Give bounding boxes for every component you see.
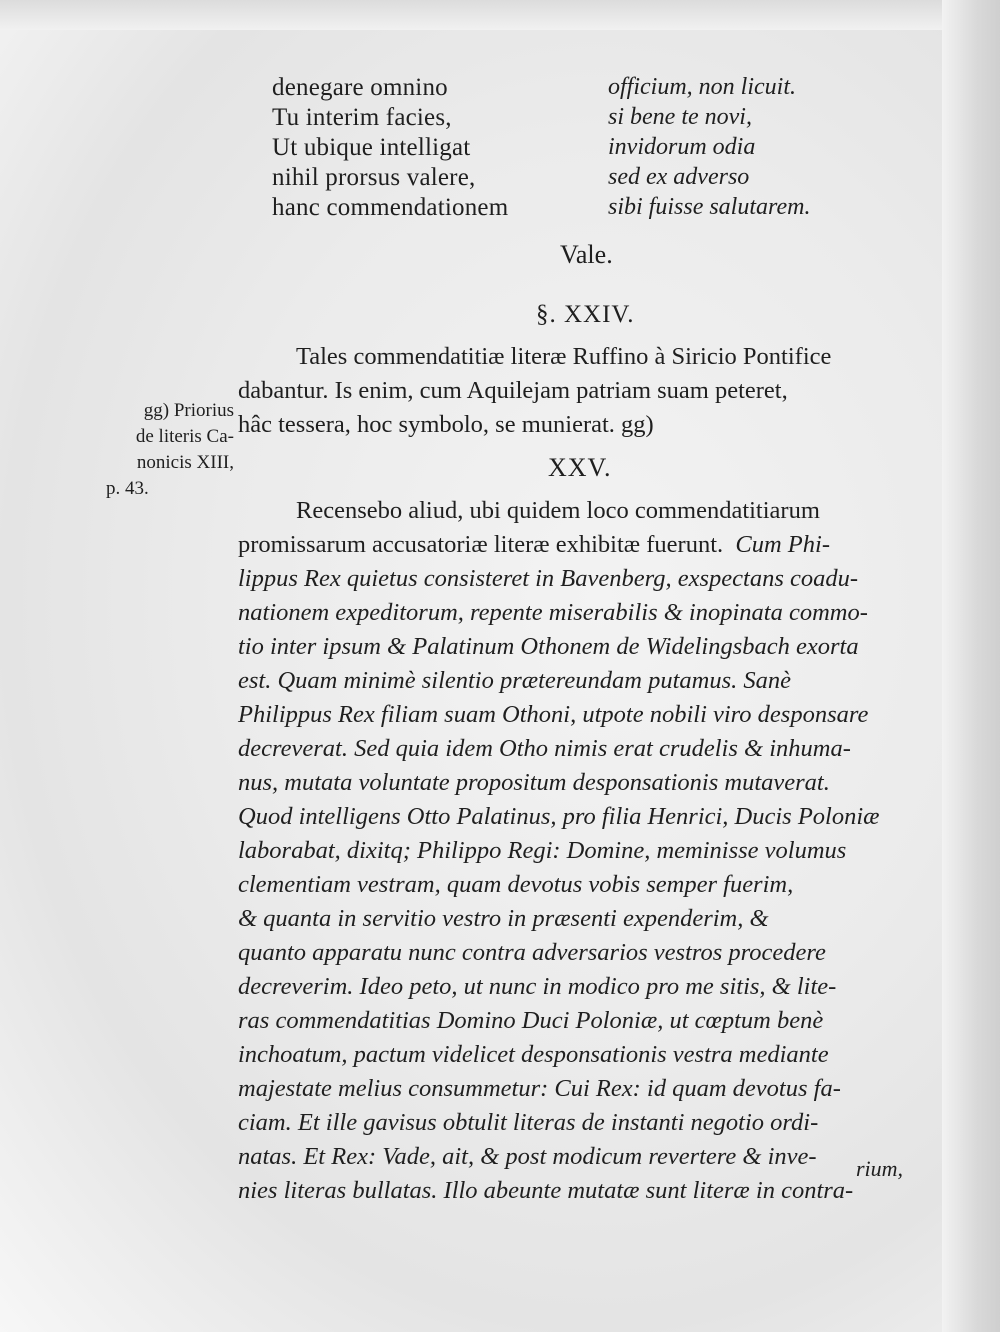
- footnote-page: p. 43.: [106, 478, 149, 499]
- text-line: [238, 528, 880, 562]
- quote-line: lippus Rex quietus consisteret in Bavenberg, exspectans coadu-: [238, 565, 859, 592]
- quote-line: quanto apparatu nunc contra adversarios vestros procedere: [238, 939, 826, 966]
- quote-start: Cum Phi-: [735, 531, 830, 558]
- section-heading-24: §. XXIV.: [536, 301, 635, 328]
- quote-line: nationem expeditorum, repente miserabilis & inopinata commo-: [238, 599, 868, 626]
- verse-line: [272, 74, 852, 104]
- quote-line: natas. Et Rex: Vade, ait, & post modicum revertere & inve-: [238, 1143, 817, 1170]
- vale-closing: Vale.: [560, 240, 613, 269]
- verse-block: [272, 74, 852, 224]
- verse-right: sed ex adverso: [608, 164, 750, 190]
- verse-line: [272, 164, 852, 194]
- quote-line: est. Quam minimè silentio prætereundam putamus. Sanè: [238, 667, 792, 694]
- page-top-shadow: [0, 0, 1000, 30]
- verse-right: si bene te novi,: [608, 104, 752, 130]
- paragraph-25: [238, 494, 880, 1208]
- page-edge: [942, 0, 1000, 1332]
- quote-line: tio inter ipsum & Palatinum Othonem de Widelingsbach exorta: [238, 633, 859, 660]
- quote-line: ras commendatitias Domino Duci Poloniæ, ut cœptum benè: [238, 1007, 824, 1034]
- quote-line: Quod intelligens Otto Palatinus, pro filia Henrici, Ducis Poloniæ: [238, 803, 880, 830]
- quote-line: clementiam vestram, quam devotus vobis semper fuerim,: [238, 871, 794, 898]
- quote-line: decreverim. Ideo peto, ut nunc in modico pro me sitis, & lite-: [238, 973, 837, 1000]
- verse-left: Ut ubique intelligat: [272, 134, 471, 161]
- text-span: promissarum accusatoriæ literæ exhibitæ fuerunt.: [238, 531, 724, 558]
- quote-line: decreverat. Sed quia idem Otho nimis erat crudelis & inhuma-: [238, 735, 851, 762]
- footnote-line: nonicis XIII,: [136, 452, 234, 473]
- quote-line: laborabat, dixitq; Philippo Regi: Domine, meminisse volumus: [238, 837, 847, 864]
- text-line: dabantur. Is enim, cum Aquilejam patriam suam peteret,: [238, 377, 788, 404]
- verse-right: sibi fuisse salutarem.: [608, 194, 811, 220]
- footnote-line: gg) Priorius: [143, 400, 234, 421]
- section-heading-25: XXV.: [548, 453, 612, 482]
- verse-left: nihil prorsus valere,: [272, 164, 476, 191]
- quote-line: nus, mutata voluntate propositum desponsationis mutaverat.: [238, 769, 830, 796]
- text-line: Tales commendatitiæ literæ Ruffino à Siricio Pontifice: [296, 343, 832, 370]
- quote-line: inchoatum, pactum videlicet desponsationis vestra mediante: [238, 1041, 829, 1068]
- verse-left: hanc commendationem: [272, 194, 509, 221]
- text-line: hâc tessera, hoc symbolo, se munierat. gg): [238, 411, 654, 438]
- verse-line: [272, 134, 852, 164]
- verse-line: [272, 104, 852, 134]
- footnote-line: de literis Ca-: [135, 426, 234, 447]
- margin-footnote: [106, 398, 234, 502]
- paragraph-24: [238, 340, 831, 442]
- quote-line: nies literas bullatas. Illo abeunte mutatæ sunt literæ in contra-: [238, 1177, 854, 1204]
- verse-right: invidorum odia: [608, 134, 756, 160]
- verse-left: Tu interim facies,: [272, 104, 452, 131]
- catchword: rium,: [856, 1156, 904, 1181]
- quote-line: Philippus Rex filiam suam Othoni, utpote nobili viro desponsare: [238, 701, 869, 728]
- verse-right: officium, non licuit.: [608, 74, 796, 100]
- quote-line: ciam. Et ille gavisus obtulit literas de instanti negotio ordi-: [238, 1109, 819, 1136]
- verse-line: [272, 194, 852, 224]
- text-line: Recensebo aliud, ubi quidem loco commendatitiarum: [296, 497, 820, 524]
- quote-line: majestate melius consummetur: Cui Rex: id quam devotus fa-: [238, 1075, 841, 1102]
- quote-line: & quanta in servitio vestro in præsenti expenderim, &: [238, 905, 769, 932]
- verse-left: denegare omnino: [272, 74, 448, 101]
